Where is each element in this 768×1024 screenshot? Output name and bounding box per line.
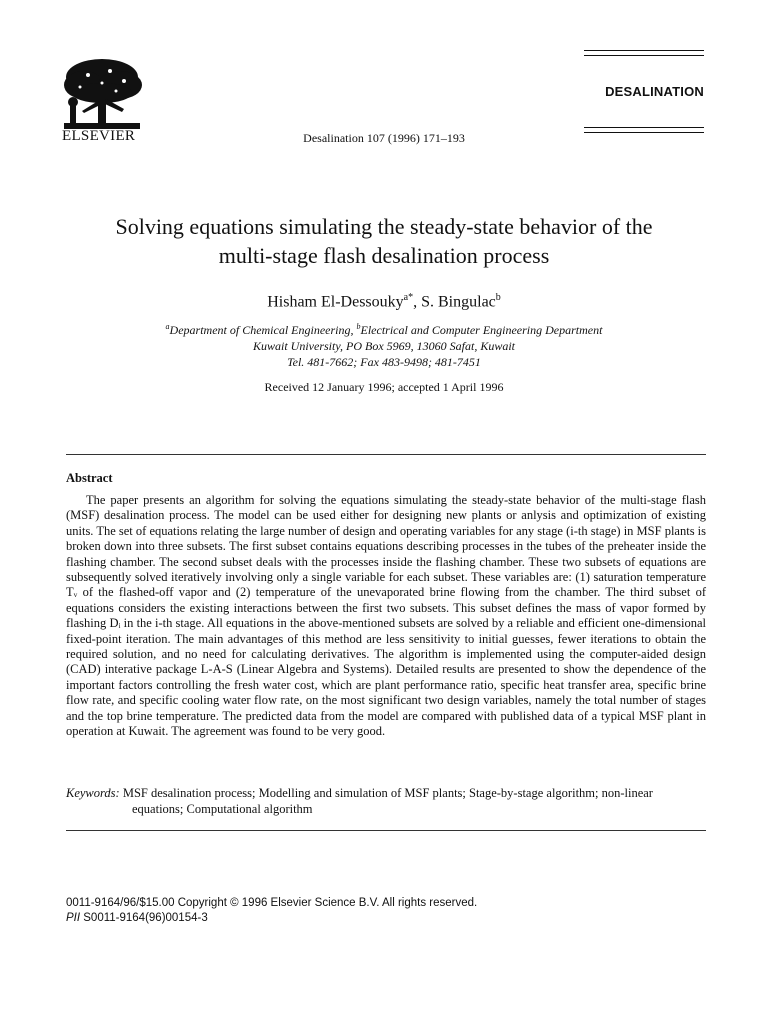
divider bbox=[66, 830, 706, 831]
title-line: Solving equations simulating the steady-state behavior of the bbox=[115, 214, 653, 239]
author-list bbox=[0, 292, 768, 311]
title-line: multi-stage flash desalination process bbox=[218, 243, 550, 268]
affiliation-marker: a* bbox=[403, 292, 414, 303]
keywords bbox=[66, 785, 706, 817]
publisher-name: ELSEVIER bbox=[62, 128, 136, 144]
header-rule bbox=[584, 50, 704, 51]
header-rule bbox=[584, 127, 704, 128]
keywords-text: equations; Computational algorithm bbox=[132, 802, 313, 816]
article-title bbox=[40, 212, 728, 270]
author-name: , S. Bingulac bbox=[413, 293, 496, 311]
pii-label: PII bbox=[66, 912, 81, 924]
elsevier-tree-logo bbox=[58, 55, 146, 133]
author-name: Hisham El-Dessouky bbox=[267, 293, 404, 311]
affiliation-line: Tel. 481-7662; Fax 483-9498; 481-7451 bbox=[287, 355, 481, 369]
affiliation-text: Department of Chemical Engineering, bbox=[169, 323, 357, 337]
divider bbox=[66, 454, 706, 455]
abstract-heading: Abstract bbox=[66, 471, 113, 485]
affiliation-marker: a bbox=[165, 322, 170, 331]
affiliation-text: Electrical and Computer Engineering Department bbox=[360, 323, 603, 337]
affiliation-line: Kuwait University, PO Box 5969, 13060 Safat, Kuwait bbox=[253, 339, 515, 353]
journal-citation: Desalination 107 (1996) 171–193 bbox=[303, 131, 465, 145]
affiliation-line bbox=[0, 319, 768, 338]
keywords-text: MSF desalination process; Modelling and simulation of MSF plants; Stage-by-stage algorithm; non-linear bbox=[119, 786, 653, 800]
header-rule bbox=[584, 55, 704, 56]
affiliation-marker: b bbox=[356, 322, 361, 331]
copyright-block bbox=[66, 896, 477, 926]
abstract-text: The paper presents an algorithm for solving the equations simulating the steady-state behavior of the multi-stage flash (MSF) desalination process. The model can be used either for designing new plants or anlysis and optimization of existing units. The set of equations relating the large number of design and operating variables for any stage (i-th stage) in MSF plants is broken down into three subsets. The first subset contains equations describing processes in the tubes of the preheater inside the flashing chamber. The second subset deals with the processes inside the flashing chamber. These two subsets of equations are subsequently solved iteratively involving only a single variable for each subset. These variables are: (1) saturation temperature Tᵥ of the flashed-off vapor and (2) temperature of the unevaporated brine flowing from the chamber. The third subset of equations considers the existing interactions between the first two subsets. This subset defines the mass of vapor formed by flashing Dᵢ in the i-th stage. All equations in the above-mentioned subsets are solved by a reliable and efficient one-dimensional fixed-point iteration. The main advantages of this method are less sensitivity to initial guesses, fewer iterations to obtain the required solution, and no need for calculating derivatives. The algorithm is implemented using the computer-aided design (CAD) interative package L-A-S (Linear Algebra and Systems). Detailed results are presented to show the dependence of the important factors controlling the fresh water cost, which are plant performance ratio, specific heat transfer area, specific brine flow rate, and specific cooling water flow rate, on the most significant two design variables, namely the total number of stages and the top brine temperature. The predicted data from the model are compared with published data of a typical MSF plant in operation at Kuwait. The agreement was found to be very good. bbox=[66, 493, 707, 739]
journal-name: DESALINATION bbox=[605, 84, 704, 99]
keywords-label: Keywords: bbox=[66, 786, 120, 800]
affiliation-marker: b bbox=[495, 292, 501, 303]
affiliations bbox=[0, 319, 768, 370]
received-dates: Received 12 January 1996; accepted 1 April 1996 bbox=[264, 380, 504, 394]
header-rule bbox=[584, 132, 704, 133]
pii-line bbox=[66, 911, 477, 926]
copyright-line: 0011-9164/96/$15.00 Copyright © 1996 Elsevier Science B.V. All rights reserved. bbox=[66, 897, 478, 909]
keywords-line bbox=[66, 785, 706, 801]
pii-value: S0011-9164(96)00154-3 bbox=[80, 912, 208, 924]
